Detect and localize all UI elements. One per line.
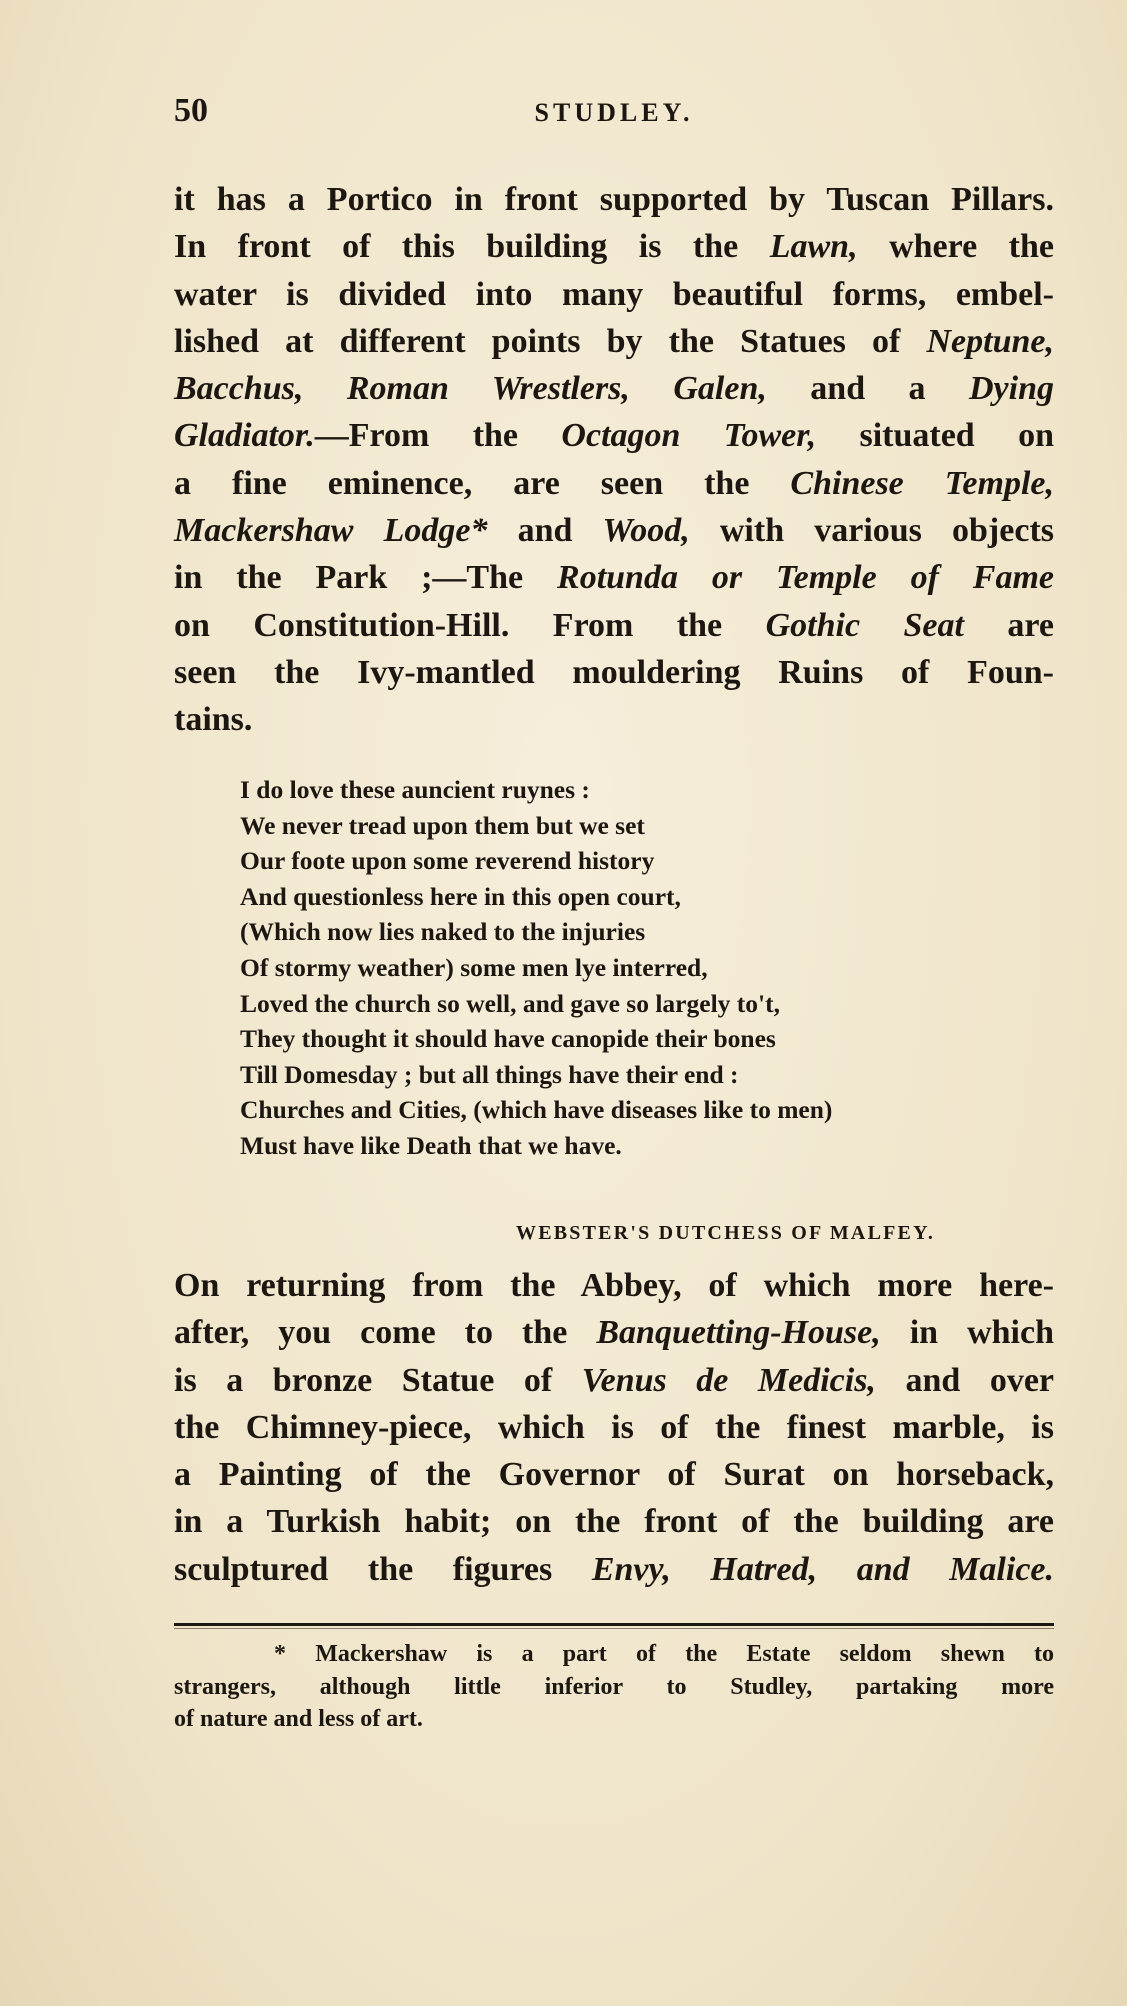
paragraph2-line	[174, 1357, 1054, 1404]
text-run: situated on	[816, 417, 1055, 455]
footnote-line: of nature and less of art.	[174, 1706, 423, 1732]
verse-line: Must have like Death that we have.	[240, 1130, 622, 1160]
footnote-line: strangers, although little inferior to Studley, partaking more	[174, 1673, 1054, 1700]
text-run: after, you come to the	[174, 1314, 597, 1352]
text-run: are	[963, 606, 1054, 644]
paragraph-banquetting-house	[174, 1262, 1054, 1593]
text-run: tains.	[174, 701, 253, 739]
verse-line: Of stormy weather) some men lye interred,	[240, 952, 708, 982]
verse-line: Till Domesday ; but all things have their end :	[240, 1059, 739, 1089]
paragraph1-line	[174, 271, 1054, 318]
text-run: on Constitution-Hill. From the	[174, 606, 766, 644]
text-run: and	[487, 512, 603, 550]
verse-quotation	[240, 772, 1060, 1164]
text-run: is a bronze Statue of	[174, 1361, 582, 1399]
paragraph1-line	[174, 602, 1054, 649]
verse-line: Churches and Cities, (which have diseases like to men)	[240, 1095, 833, 1125]
text-run: it has a Portico in front supported by Tuscan Pillars.	[174, 181, 1054, 218]
italic-text: Dying	[969, 370, 1054, 408]
text-run: in a Turkish habit; on the front of the building are	[174, 1503, 1054, 1541]
paragraph2-line	[174, 1309, 1054, 1356]
text-run: —From the	[314, 417, 562, 455]
paragraph-studley-grounds	[174, 176, 1054, 744]
paragraph1-line	[174, 554, 1054, 601]
footnote	[174, 1638, 1054, 1736]
verse-line: I do love these auncient ruynes :	[240, 775, 590, 804]
text-run: seen the Ivy-mantled mouldering Ruins of Foun-	[174, 653, 1054, 691]
italic-text: Lawn,	[769, 228, 858, 266]
paragraph1-line	[174, 649, 1054, 696]
paragraph2-line	[174, 1498, 1054, 1545]
italic-text: Gladiator.	[174, 417, 315, 455]
text-run: where the	[857, 228, 1054, 266]
paragraph2-line	[174, 1262, 1054, 1309]
text-run: in which	[880, 1314, 1055, 1352]
text-run: water is divided into many beautiful forms, embel-	[174, 275, 1054, 313]
italic-text: Bacchus, Roman Wrestlers, Galen,	[174, 370, 767, 408]
text-run: with various objects	[689, 512, 1054, 550]
text-run: In front of this building is the	[174, 228, 770, 266]
paragraph1-line	[174, 223, 1054, 270]
paragraph1-line	[174, 365, 1054, 412]
text-run: in the Park ;—The	[174, 559, 558, 597]
italic-text: Gothic Seat	[765, 606, 964, 644]
paragraph2-line	[174, 1546, 1054, 1593]
italic-text: Venus de Medicis,	[581, 1361, 876, 1399]
italic-text: Banquetting-House,	[596, 1314, 881, 1352]
verse-line: We never tread upon them but we set	[240, 810, 645, 840]
verse-line: They thought it should have canopide their bones	[240, 1024, 776, 1054]
footnote-rule	[174, 1623, 1054, 1626]
verse-line: (Which now lies naked to the injuries	[240, 917, 646, 947]
italic-text: Wood,	[602, 512, 690, 550]
verse-line: Loved the church so well, and gave so largely to't,	[240, 988, 780, 1018]
text-run: lished at different points by the Statues of	[174, 322, 927, 360]
text-run: a fine eminence, are seen the	[174, 464, 791, 502]
text-run: On returning from the Abbey, of which more here-	[174, 1267, 1054, 1304]
text-run: sculptured the figures	[174, 1550, 592, 1588]
text-run: and over	[875, 1361, 1054, 1399]
paragraph2-line	[174, 1451, 1054, 1498]
footnote-line: * Mackershaw is a part of the Estate seldom shewn to	[274, 1641, 1054, 1667]
italic-text: Mackershaw Lodge*	[174, 512, 488, 550]
paragraph1-line	[174, 176, 1054, 223]
italic-text: Octagon Tower,	[561, 417, 817, 455]
paragraph1-line	[174, 318, 1054, 365]
text-run: the Chimney-piece, which is of the finest marble, is	[174, 1408, 1054, 1446]
text-run: a Painting of the Governor of Surat on horseback,	[174, 1456, 1054, 1494]
paragraph1-line	[174, 696, 1054, 743]
running-head: STUDLEY.	[534, 98, 694, 127]
paragraph2-line	[174, 1404, 1054, 1451]
paragraph1-line	[174, 460, 1054, 507]
italic-text: Chinese Temple,	[790, 464, 1054, 502]
paragraph1-line	[174, 412, 1054, 459]
italic-text: Neptune,	[926, 322, 1054, 360]
footnote-rule-thin	[174, 1628, 1054, 1629]
page-header	[174, 92, 1054, 142]
verse-line: Our foote upon some reverend history	[240, 846, 655, 876]
page-number: 50	[174, 92, 208, 129]
italic-text: Envy, Hatred, and Malice.	[591, 1550, 1054, 1588]
italic-text: Rotunda or Temple of Fame	[557, 559, 1055, 597]
paragraph1-line	[174, 507, 1054, 554]
verse-line: And questionless here in this open court,	[240, 881, 681, 911]
quote-attribution: WEBSTER'S DUTCHESS OF MALFEY.	[516, 1222, 936, 1244]
text-run: and a	[766, 370, 969, 408]
